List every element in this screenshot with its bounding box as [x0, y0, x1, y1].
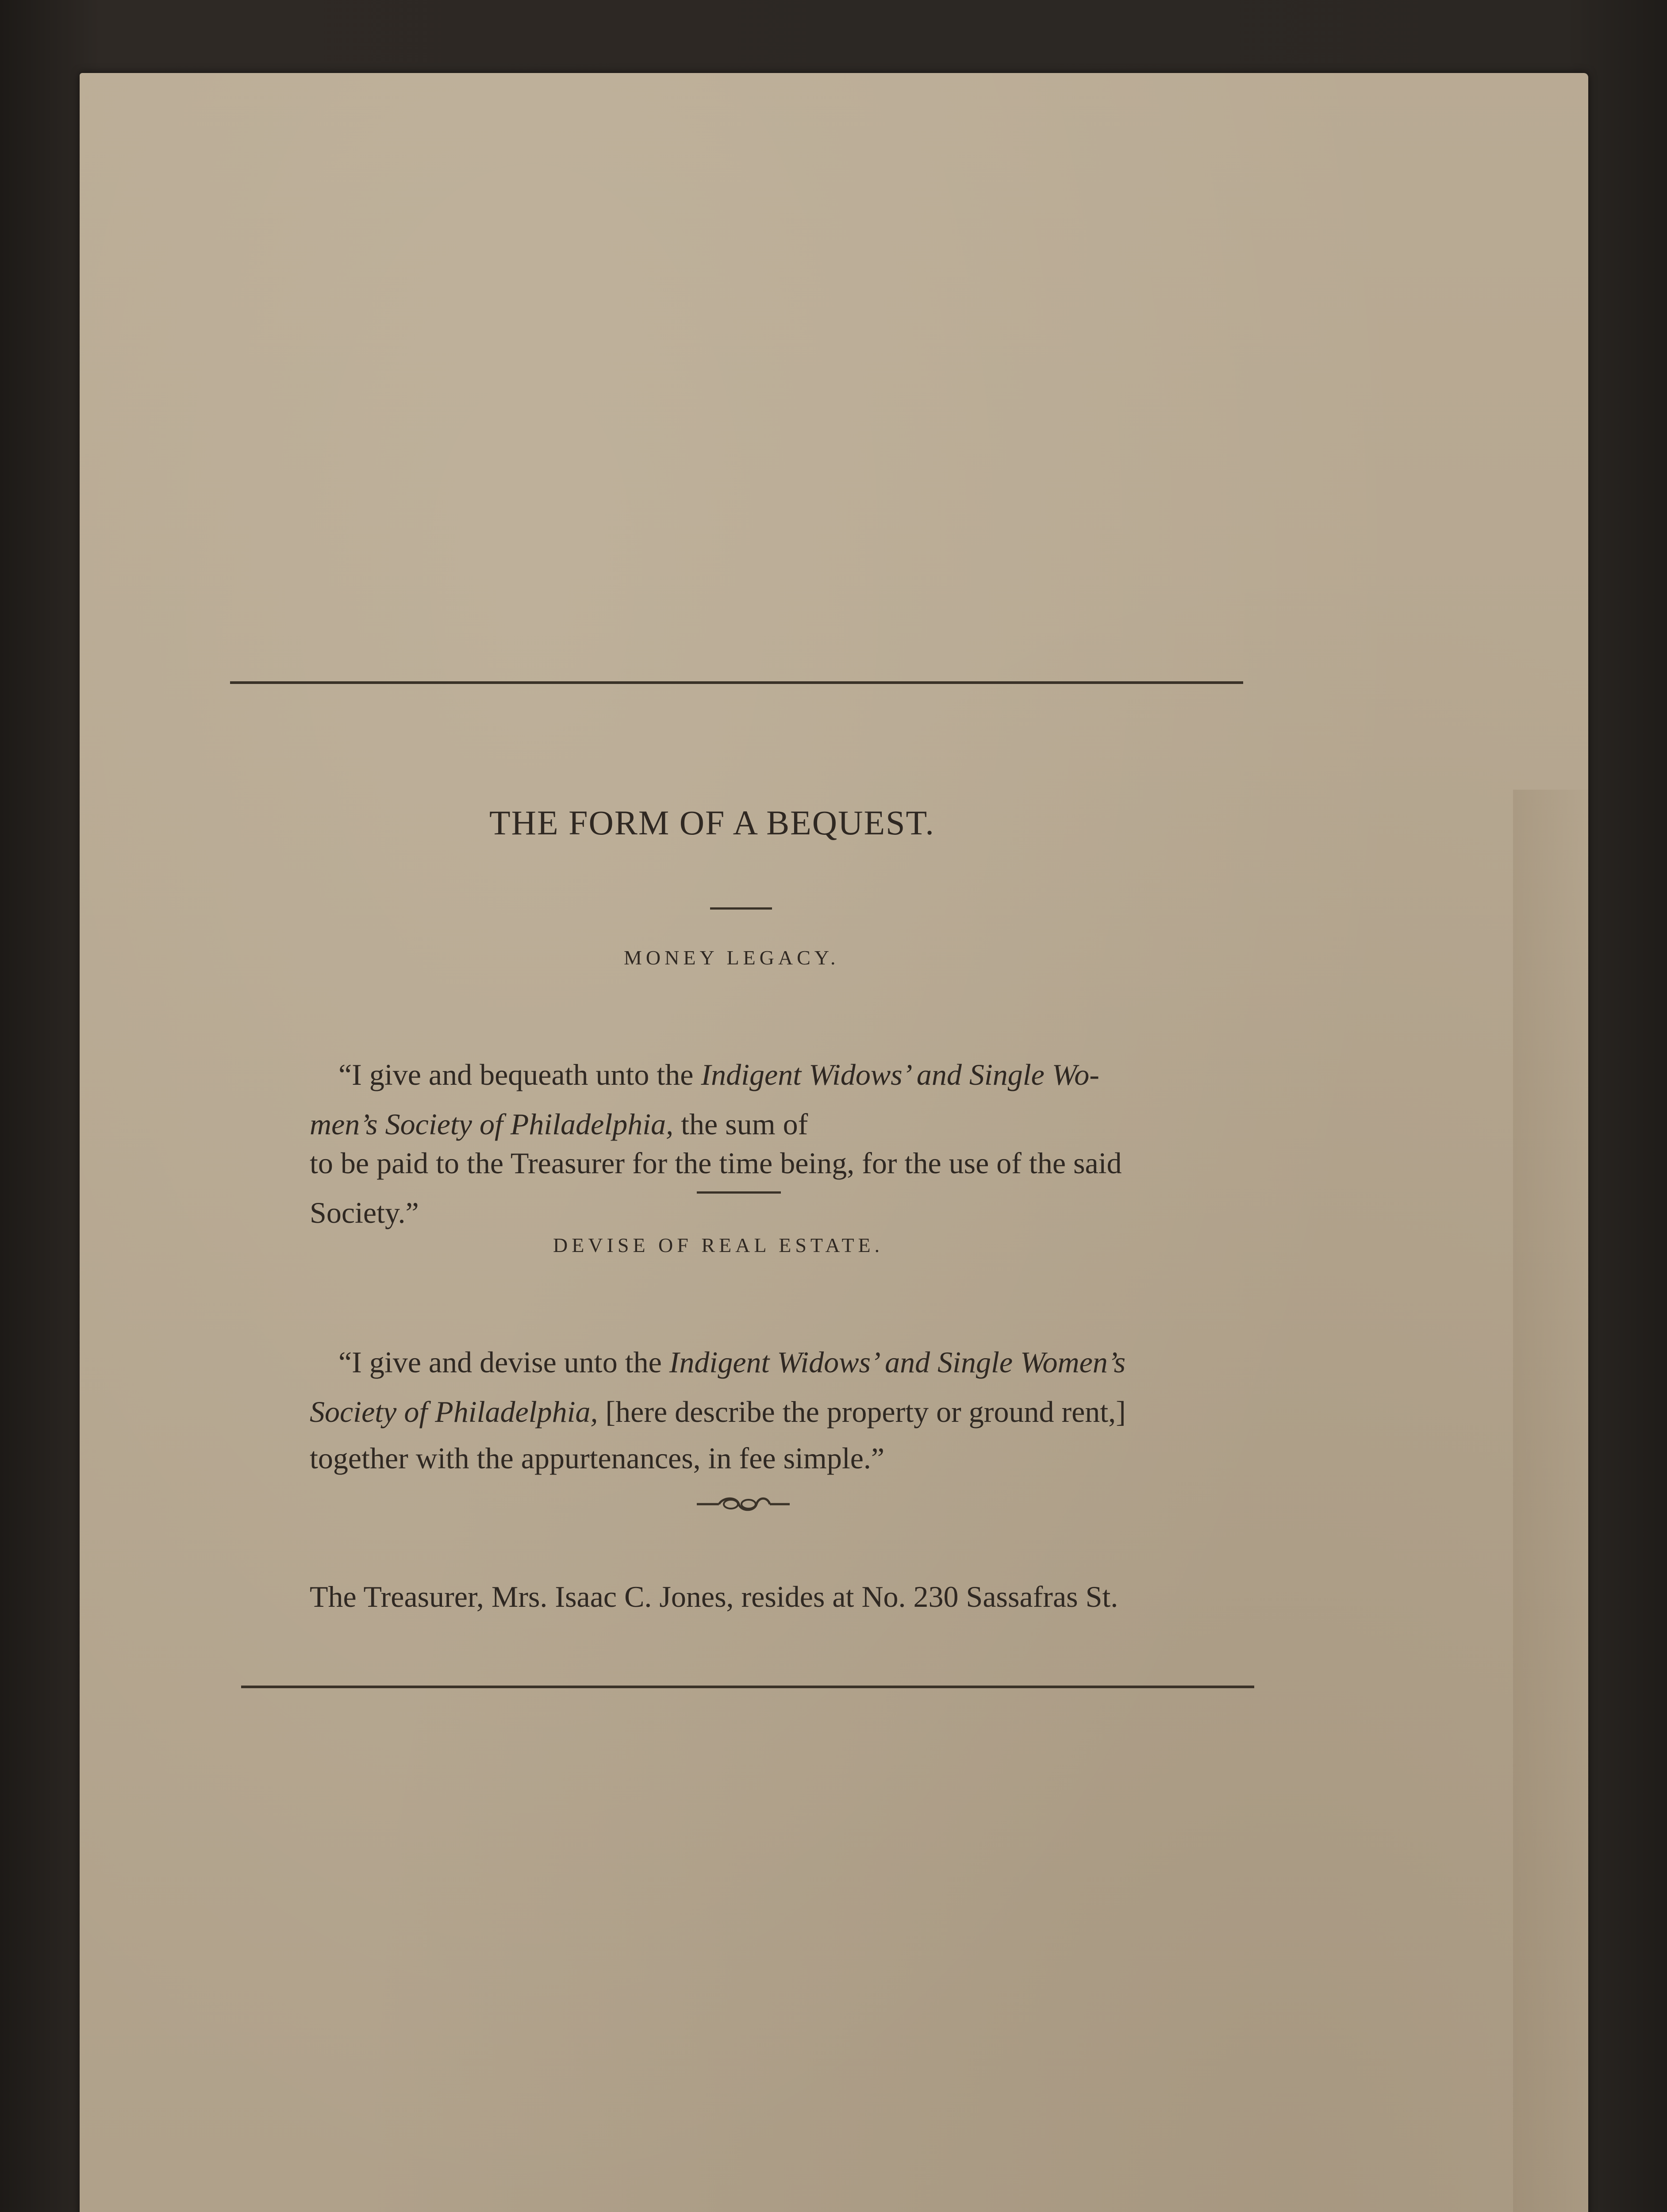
devise-line-3: together with the appurtenances, in fee simple.”: [310, 1441, 885, 1475]
money-legacy-line-1-plain: “I give and bequeath unto the: [338, 1058, 701, 1091]
scroll-ornament-icon: [695, 1493, 792, 1515]
money-legacy-heading: MONEY LEGACY.: [624, 946, 840, 969]
title-dash: [710, 907, 772, 910]
money-legacy-line-3: to be paid to the Treasurer for the time being, for the use of the said: [310, 1146, 1122, 1180]
document-page: [80, 73, 1588, 2212]
devise-line-2-italic: Society of Philadelphia,: [310, 1395, 598, 1429]
top-rule: [230, 681, 1243, 684]
devise-line-1: [338, 1347, 1125, 1377]
money-legacy-line-1: [338, 1060, 1099, 1090]
devise-line-1-italic: Indigent Widows’ and Single Women’s: [669, 1345, 1126, 1379]
devise-line-2: [310, 1397, 1126, 1427]
money-legacy-line-2-plain: the sum of: [673, 1107, 808, 1141]
bottom-rule: [241, 1686, 1254, 1688]
page-title: THE FORM OF A BEQUEST.: [489, 803, 935, 842]
money-legacy-line-1-italic: Indigent Widows’ and Single Wo-: [701, 1058, 1099, 1091]
money-legacy-line-4: Society.”: [310, 1196, 419, 1229]
devise-heading: DEVISE OF REAL ESTATE.: [553, 1234, 884, 1256]
devise-line-1-plain: “I give and devise unto the: [338, 1345, 669, 1379]
money-legacy-line-2-italic: men’s Society of Philadelphia,: [310, 1107, 674, 1141]
devise-line-2-plain: [here describe the property or ground rent,]: [598, 1395, 1126, 1429]
money-legacy-line-2: [310, 1109, 808, 1139]
treasurer-note: The Treasurer, Mrs. Isaac C. Jones, resides at No. 230 Sassafras St.: [310, 1580, 1118, 1613]
page-fold-shadow: [1513, 790, 1588, 2212]
section-dash: [697, 1191, 781, 1194]
